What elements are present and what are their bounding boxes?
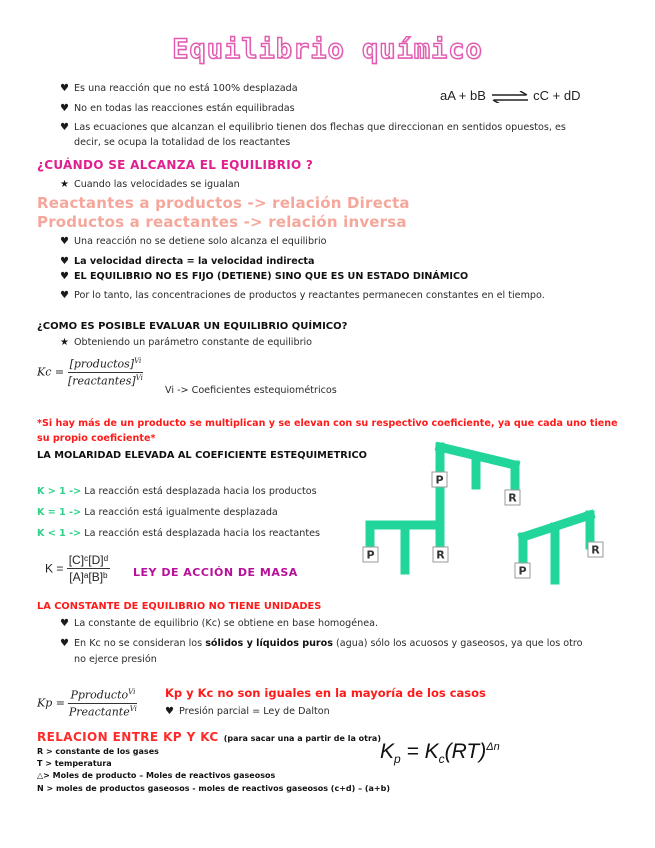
k-case-equal: K = 1 -> La reacción está igualmente desplazada xyxy=(37,507,278,518)
tree-1-left-label: P xyxy=(435,473,444,487)
balance-trees-illustration xyxy=(360,430,630,590)
k-case-key: K < 1 -> xyxy=(37,528,82,539)
relation-subheading: (para sacar una a partir de la otra) xyxy=(223,734,381,743)
k-case-key: K = 1 -> xyxy=(37,507,82,518)
mass-action-denominator: [A]ᵃ[B]ᵇ xyxy=(69,570,108,584)
equilibrium-arrows-icon xyxy=(490,91,530,103)
equation-right: cC + dD xyxy=(533,88,581,103)
star-icon: ★ xyxy=(60,337,69,348)
kc-numerator: [productos] xyxy=(69,357,135,371)
kp-label: Kp = xyxy=(37,696,65,710)
equilibrium-equation xyxy=(440,88,580,103)
evaluate-heading: ¿COMO ES POSIBLE EVALUAR UN EQUILIBRIO QUÍMICO? xyxy=(37,321,348,332)
k-case-key: K > 1 -> xyxy=(37,486,82,497)
equation-left: aA + bB xyxy=(440,88,486,103)
heart-icon: ♥ xyxy=(60,236,69,247)
tree-3-left-label: P xyxy=(518,564,527,578)
heart-icon: ♥ xyxy=(60,618,69,629)
vi-note: Vi -> Coeficientes estequiométricos xyxy=(165,385,337,396)
intro-bullet-3-cont: decir, se ocupa la totalidad de los reactantes xyxy=(74,137,291,148)
def-t: T > temperatura xyxy=(37,759,112,769)
mass-action-numerator: [C]ᶜ[D]ᵈ xyxy=(68,553,109,567)
kp-den-exp: Vi xyxy=(129,704,137,713)
tree-1-right-label: R xyxy=(508,491,517,505)
heart-icon: ♥ xyxy=(165,706,174,717)
page-title: Equilibrio químico xyxy=(172,34,483,65)
when-heading: ¿CUÁNDO SE ALCANZA EL EQUILIBRIO ? xyxy=(37,158,314,172)
star-icon: ★ xyxy=(60,179,69,190)
relation-heading: RELACION ENTRE KP Y KC xyxy=(37,730,219,744)
tree-2-left-label: P xyxy=(366,548,375,562)
relation-inverse: Productos a reactantes -> relación inversa xyxy=(37,213,407,231)
units-bullet-1: ♥ La constante de equilibrio (Kc) se obtiene en base homogénea. xyxy=(60,618,379,629)
k-label: K = xyxy=(45,561,64,576)
ley-accion-masa: LEY DE ACCIÓN DE MASA xyxy=(133,566,298,579)
when-bullet-1: ♥ Una reacción no se detiene solo alcanza el equilibrio xyxy=(60,236,327,247)
when-star-item: ★ Cuando las velocidades se igualan xyxy=(60,179,240,190)
intro-bullet-2: ♥ No en todas las reacciones están equilibradas xyxy=(60,103,295,114)
kc-label: Kc = xyxy=(37,365,65,379)
kp-kc-statement: Kp y Kc no son iguales en la mayoría de los casos xyxy=(165,686,486,700)
solidos-liquidos-bold: sólidos y líquidos puros xyxy=(205,638,333,649)
def-delta: △> Moles de producto – Moles de reactivos gaseosos xyxy=(37,771,276,781)
kp-bullet: ♥ Presión parcial = Ley de Dalton xyxy=(165,706,330,717)
heart-icon: ♥ xyxy=(60,122,69,133)
balance-tree-1 xyxy=(432,447,520,520)
kp-num-exp: Vi xyxy=(128,688,136,696)
kc-formula xyxy=(37,357,143,387)
heart-icon: ♥ xyxy=(60,271,69,282)
kp-fraction xyxy=(68,688,137,718)
kc-fraction xyxy=(68,357,144,387)
heart-icon: ♥ xyxy=(60,83,69,94)
relation-heading-row xyxy=(37,726,381,745)
tree-3-right-label: R xyxy=(591,543,600,557)
kp-kc-relation-formula: $K_p = K_c(RT)^{\Delta n}$ xyxy=(380,740,500,767)
units-bullet-2: ♥ En Kc no se consideran los sólidos y líquidos puros (agua) sólo los acuosos y gaseosos, ya que los otro xyxy=(60,638,583,649)
heart-icon: ♥ xyxy=(60,290,69,301)
mass-action-formula xyxy=(45,553,110,584)
kp-denominator: Preactante xyxy=(68,705,130,719)
heart-icon: ♥ xyxy=(60,256,69,267)
tree-2-right-label: R xyxy=(436,548,445,562)
kc-den-exp: Vi xyxy=(135,373,143,382)
heart-icon: ♥ xyxy=(60,103,69,114)
def-r: R > constante de los gases xyxy=(37,747,159,756)
note-line-1: *Si hay más de un producto se multiplican y se elevan con su respectivo coeficiente, ya que cada uno tiene xyxy=(37,418,618,429)
mass-action-fraction xyxy=(67,553,110,584)
heart-icon: ♥ xyxy=(60,638,69,649)
note-line-2: su propio coeficiente* xyxy=(37,433,156,444)
k-case-less: K < 1 -> La reacción está desplazada hacia los reactantes xyxy=(37,528,321,539)
balance-tree-3 xyxy=(515,515,603,580)
evaluate-star-item: ★ Obteniendo un parámetro constante de equilibrio xyxy=(60,337,313,348)
kp-formula xyxy=(37,688,137,718)
k-case-greater: K > 1 -> La reacción está desplazada hacia los productos xyxy=(37,486,317,497)
units-bullet-2-cont: no ejerce presión xyxy=(74,654,157,665)
intro-bullet-1: ♥ Es una reacción que no está 100% desplazada xyxy=(60,83,298,94)
when-bullet-4: ♥ Por lo tanto, las concentraciones de productos y reactantes permanecen constantes en el tiempo. xyxy=(60,290,545,301)
units-heading: LA CONSTANTE DE EQUILIBRIO NO TIENE UNIDADES xyxy=(37,601,322,612)
kc-denominator: [reactantes] xyxy=(67,374,136,388)
kp-numerator: Pproducto xyxy=(70,688,129,702)
balance-tree-2 xyxy=(363,525,448,570)
kc-num-exp: Vi xyxy=(134,357,142,365)
when-bullet-2: ♥ La velocidad directa = la velocidad indirecta xyxy=(60,256,315,267)
intro-bullet-3: ♥ Las ecuaciones que alcanzan el equilibrio tienen dos flechas que direccionan en sentidos opuestos, es xyxy=(60,122,566,133)
def-n: N > moles de productos gaseosos - moles de reactivos gaseosos (c+d) – (a+b) xyxy=(37,783,390,793)
molaridad-heading: LA MOLARIDAD ELEVADA AL COEFICIENTE ESTEQUIMETRICO xyxy=(37,450,368,461)
relation-definitions xyxy=(37,746,390,795)
relation-direct: Reactantes a productos -> relación Directa xyxy=(37,194,410,212)
when-bullet-3: ♥ EL EQUILIBRIO NO ES FIJO (DETIENE) SINO QUE ES UN ESTADO DINÁMICO xyxy=(60,271,469,282)
